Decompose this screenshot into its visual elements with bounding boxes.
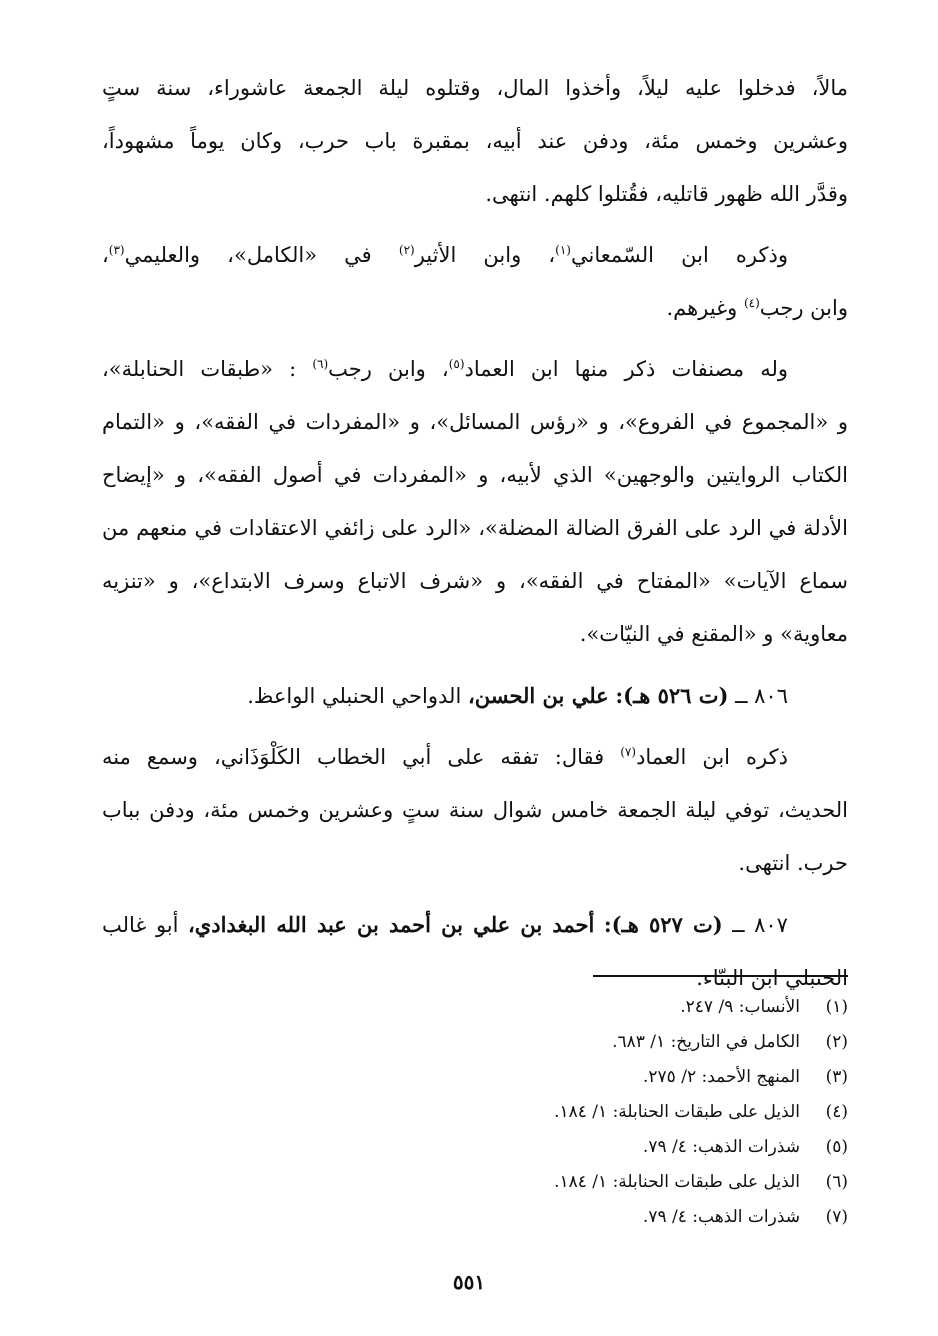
text-line: الحنبلي ابن البنّاء. [696,966,848,990]
footnote-text: المنهج الأحمد: ٢/ ٢٧٥. [643,1067,800,1087]
text-line: وقدَّر الله ظهور قاتليه، فقُتلوا كلهم. انتهى. [485,182,848,206]
text-run: ذكره ابن العماد [636,745,788,769]
paragraph-2 [102,229,848,335]
entry-name: علي بن الحسن، [467,683,609,708]
text-line [102,898,848,952]
footnote-text: الذيل على طبقات الحنابلة: ١/ ١٨٤. [554,1102,800,1122]
text-run: : «طبقات الحنابلة»، [102,357,313,381]
entry-date: (ت ٥٢٦ هـ): [615,683,729,708]
footnote-item [348,1095,848,1130]
footnote-ref[interactable]: (٢) [398,243,415,257]
footnote-number: (٤) [825,1102,848,1122]
entry-number: ٨٠٦ ــ [735,684,788,708]
footnote-number: (٢) [825,1032,848,1052]
entry-name: أحمد بن علي بن أحمد بن عبد الله البغدادي، [188,912,595,937]
footnote-ref[interactable]: (١) [555,243,571,257]
text-line: معاوية» و «المقنع في النيّات». [579,622,848,646]
text-line: حرب. انتهى. [738,851,848,875]
footnote-text: الكامل في التاريخ: ١/ ٦٨٣. [612,1032,800,1052]
footnote-number: (١) [825,997,848,1017]
entry-description: الدواحي الحنبلي الواعظ. [247,684,468,708]
footnote-ref[interactable]: (٥) [448,357,465,371]
footnote-number: (٧) [825,1207,848,1227]
text-run: فقال: تفقه على أبي الخطاب الكَلْوَذَاني، وسمع منه [102,745,621,769]
footnote-item [348,1165,848,1200]
page-body [102,62,848,1013]
text-line [102,229,848,282]
text-line: الأدلة في الرد على الفرق الضالة المضلة»، «الرد على زائفي الاعتقادات في منعهم من [102,516,848,540]
text-line: الكتاب الروايتين والوجهين» الذي لأبيه، و «المفردات في أصول الفقه»، و «إيضاح [102,463,848,487]
footnote-item [348,990,848,1025]
footnote-text: شذرات الذهب: ٤/ ٧٩. [642,1137,800,1157]
footnote-divider [593,975,848,977]
footnote-number: (٣) [825,1067,848,1087]
text-run: ، وابن رجب [328,357,449,381]
footnote-text: الأنساب: ٩/ ٢٤٧. [680,997,800,1017]
text-line [102,343,848,396]
text-run: وابن رجب [759,296,848,320]
footnote-text: الذيل على طبقات الحنابلة: ١/ ١٨٤. [554,1172,800,1192]
footnote-item [348,1200,848,1235]
text-run: في «الكامل»، والعليمي [124,243,399,267]
text-run: ، [102,243,109,267]
entry-807-heading [102,898,848,1005]
paragraph-3 [102,343,848,661]
footnote-number: (٥) [825,1137,848,1157]
text-line: سماع الآيات» «المفتاح في الفقه»، و «شرف الاتباع وسرف الابتداع»، و «تنزيه [102,569,848,593]
text-line: مالاً، فدخلوا عليه ليلاً، وأخذوا المال، وقتلوه ليلة الجمعة عاشوراء، سنة ستٍ [102,76,848,100]
footnote-item [348,1130,848,1165]
footnote-ref[interactable]: (٦) [312,357,329,371]
text-line: وعشرين وخمس مئة، ودفن عند أبيه، بمقبرة باب حرب، وكان يوماً مشهوداً، [102,129,848,153]
text-run: وغيرهم. [666,296,744,320]
footnote-item [348,1060,848,1095]
text-run: وذكره ابن السّمعاني [570,243,788,267]
page-number: ٥٥١ [452,1270,486,1294]
footnotes [348,990,848,1235]
paragraph-1 [102,62,848,221]
text-line: الحديث، توفي ليلة الجمعة خامس شوال سنة ستٍ وعشرين وخمس مئة، ودفن بباب [102,798,848,822]
entry-date: (ت ٥٢٧ هـ): [603,912,723,937]
footnote-text: شذرات الذهب: ٤/ ٧٩. [642,1207,800,1227]
text-run: وله مصنفات ذكر منها ابن العماد [464,357,788,381]
entry-806-heading [102,669,848,723]
paragraph-4 [102,731,848,890]
footnote-number: (٦) [825,1172,848,1192]
text-line [102,282,848,335]
text-line [102,731,848,784]
footnote-ref[interactable]: (٣) [108,243,125,257]
footnote-ref[interactable]: (٤) [743,296,760,310]
text-line: و «المجموع في الفروع»، و «رؤس المسائل»، و «المفردات في الفقه»، و «التمام [102,410,848,434]
entry-description: أبو غالب [102,913,189,937]
entry-number: ٨٠٧ ــ [732,913,788,937]
text-run: ، وابن الأثير [414,243,556,267]
footnote-item [348,1025,848,1060]
footnote-ref[interactable]: (٧) [620,745,637,759]
